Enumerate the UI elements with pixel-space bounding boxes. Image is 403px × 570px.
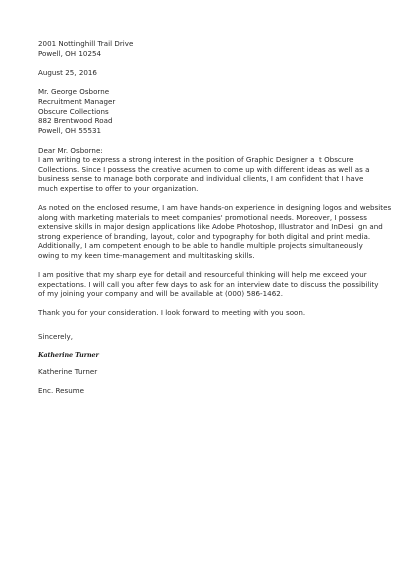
sender-address	[38, 39, 383, 58]
body-line: strong experience of branding, layout, color and typography for both digital and print media.	[38, 231, 371, 241]
recipient-name: Mr. George Osborne	[38, 87, 110, 97]
closing: Sincerely,	[38, 332, 73, 342]
body-line: owing to my keen time-management and multitasking skills.	[38, 250, 255, 260]
recipient-title: Recruitment Manager	[38, 96, 116, 106]
recipient-street: 882 Brentwood Road	[38, 116, 113, 126]
recipient-company: Obscure Collections	[38, 106, 109, 116]
sender-street: 2001 Nottinghill Trail Drive	[38, 39, 134, 48]
body-line: As noted on the enclosed resume, I am have hands-on experience in designing logos and websites	[38, 203, 392, 212]
body-paragraph-3	[38, 270, 383, 299]
signature: Katherine Turner	[38, 350, 99, 359]
enclosure-note: Enc. Resume	[38, 386, 85, 396]
body-paragraph-2	[38, 203, 392, 261]
body-line: much expertise to offer to your organization.	[38, 183, 199, 193]
letter-date: August 25, 2016	[38, 67, 97, 77]
cover-letter	[38, 39, 392, 396]
salutation: Dear Mr. Osborne:	[38, 145, 103, 155]
body-paragraph-1	[38, 155, 383, 193]
body-line: Additionally, I am competent enough to be able to handle multiple projects simultaneously	[38, 241, 363, 251]
recipient-city: Powell, OH 55531	[38, 125, 102, 135]
printed-name: Katherine Turner	[38, 367, 98, 377]
body-line: extensive skills in major design applications like Adobe Photoshop, Illustrator and InDesi gn and	[38, 222, 383, 232]
body-line: of my joining your company and will be available at (000) 586-1462.	[38, 289, 284, 299]
recipient-address	[38, 87, 383, 135]
sender-city: Powell, OH 10254	[38, 48, 102, 58]
body-line: business sense to manage both corporate and individual clients, I am confident that I have	[38, 174, 364, 184]
body-paragraph-4	[38, 308, 383, 318]
body-line: Collections. Since I possess the creative acumen to come up with different ideas as well as a	[38, 164, 370, 174]
body-line: Thank you for your consideration. I look forward to meeting with you soon.	[38, 308, 306, 318]
body-line: along with marketing materials to meet companies' promotional needs. Moreover, I possess	[38, 212, 367, 222]
body-line: I am positive that my sharp eye for detail and resourceful thinking will help me exceed your	[38, 270, 367, 280]
body-line: expectations. I will call you after few days to ask for an interview date to discuss the possibility	[38, 279, 379, 289]
body-line: I am writing to express a strong interest in the position of Graphic Designer a t Obscure	[38, 155, 354, 165]
